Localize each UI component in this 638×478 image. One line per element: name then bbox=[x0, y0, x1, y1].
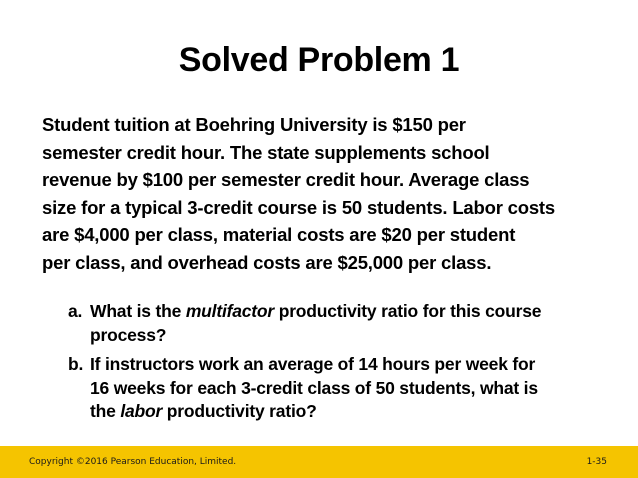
question-marker: a. bbox=[68, 301, 83, 321]
question-line bbox=[90, 300, 541, 324]
question-text-segment: productivity ratio for this course bbox=[274, 301, 542, 321]
problem-line: size for a typical 3-credit course is 50 students. Labor costs bbox=[42, 196, 555, 218]
question-text bbox=[90, 353, 538, 424]
problem-statement bbox=[42, 111, 612, 277]
question-a bbox=[68, 300, 628, 347]
question-text-segment: What is the bbox=[90, 301, 186, 321]
question-text-segment: the bbox=[90, 401, 121, 421]
problem-line: are $4,000 per class, material costs are $20 per student bbox=[42, 224, 516, 246]
question-line: 16 weeks for each 3-credit class of 50 students, what is bbox=[90, 377, 538, 398]
emphasis-multifactor: multifactor bbox=[185, 301, 275, 321]
question-text bbox=[90, 300, 541, 347]
page-number: 1-35 bbox=[586, 457, 607, 467]
question-line: process? bbox=[90, 324, 167, 345]
problem-line: revenue by $100 per semester credit hour. Average class bbox=[42, 169, 530, 191]
footer-bar bbox=[0, 446, 638, 478]
emphasis-labor: labor bbox=[120, 401, 163, 421]
copyright-text: Copyright ©2016 Pearson Education, Limited. bbox=[29, 457, 237, 467]
question-line: If instructors work an average of 14 hours per week for bbox=[90, 354, 536, 374]
question-text-segment: productivity ratio? bbox=[162, 401, 317, 421]
question-line bbox=[90, 400, 538, 424]
slide-title: Solved Problem 1 bbox=[178, 41, 460, 79]
question-marker: b. bbox=[68, 354, 84, 374]
problem-line: Student tuition at Boehring University is $150 per bbox=[42, 114, 466, 135]
problem-line: per class, and overhead costs are $25,000 per class. bbox=[42, 251, 492, 273]
question-list bbox=[68, 300, 628, 430]
problem-line: semester credit hour. The state supplements school bbox=[42, 141, 490, 163]
question-b bbox=[68, 353, 628, 424]
